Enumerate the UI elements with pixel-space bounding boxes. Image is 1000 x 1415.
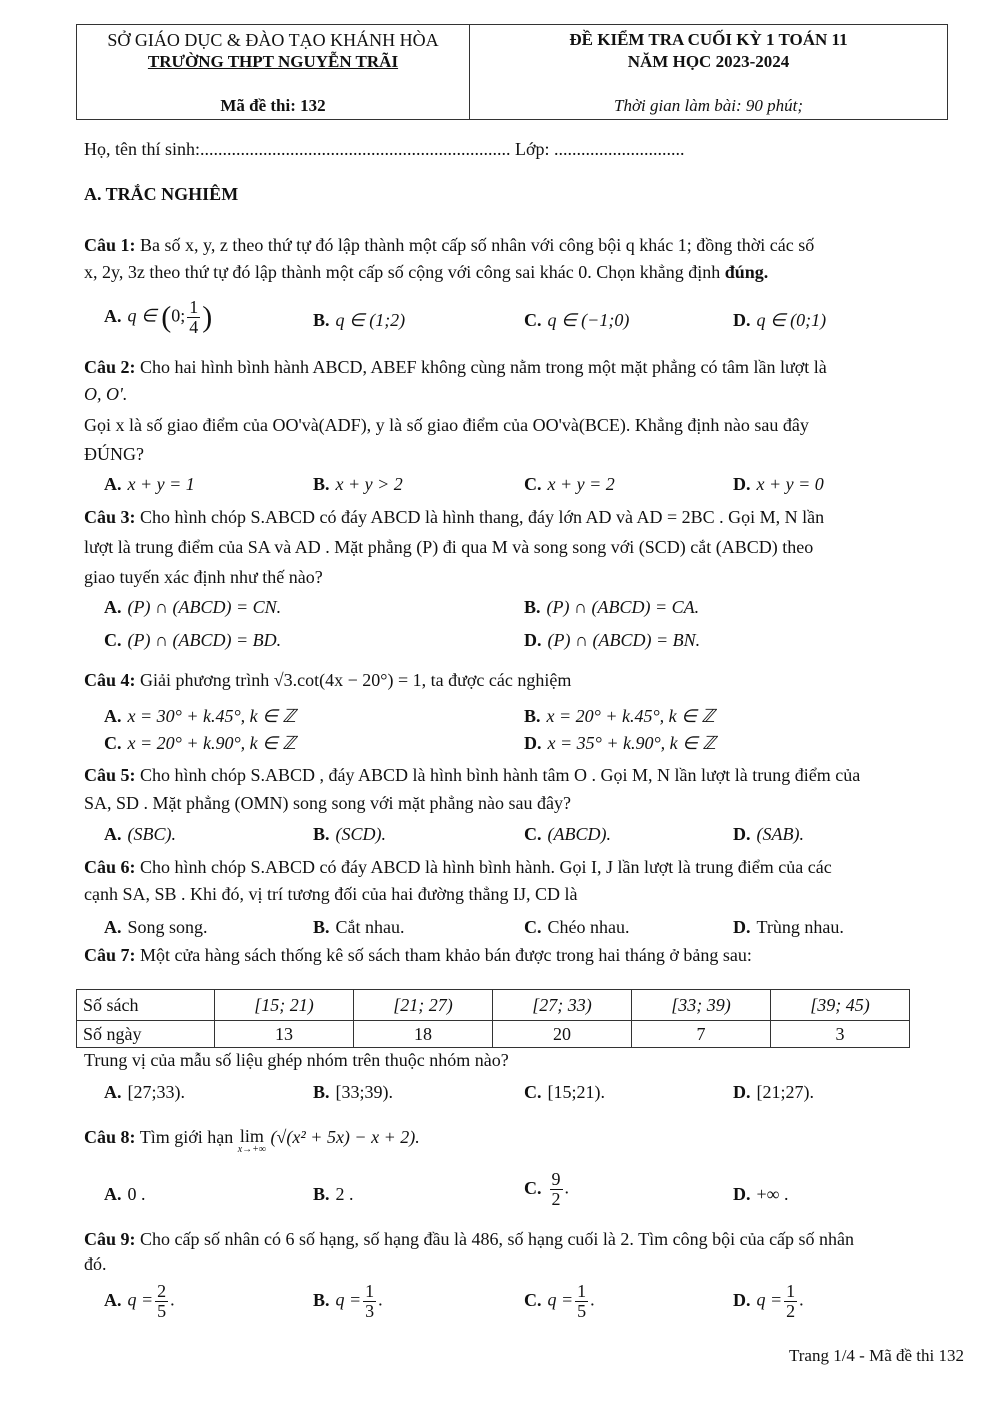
question-7-line2: Trung vị của mẫu số liệu ghép nhóm trên thuộc nhóm nào? xyxy=(84,1050,509,1070)
option-text: 0; xyxy=(171,305,186,326)
question-9-label: Câu 9: xyxy=(84,1229,136,1249)
question-6-option-c[interactable] xyxy=(524,917,629,938)
option-label: C. xyxy=(524,824,542,844)
option-text: Chéo nhau. xyxy=(547,917,630,937)
fraction xyxy=(575,1282,588,1321)
question-1-option-c[interactable] xyxy=(524,310,629,331)
option-text: 0 . xyxy=(127,1184,146,1204)
exam-duration: Thời gian làm bài: 90 phút; xyxy=(614,96,803,115)
option-text: +∞ . xyxy=(756,1184,789,1204)
table-cell: 20 xyxy=(493,1021,632,1048)
option-text: x + y = 0 xyxy=(756,474,824,494)
option-label: D. xyxy=(733,474,751,494)
question-6-option-b[interactable] xyxy=(313,917,405,938)
option-label: A. xyxy=(104,1082,122,1102)
question-9-option-a[interactable]: A. q = $\frac{2}{5}$ . xyxy=(104,1281,175,1321)
option-text: (P) ∩ (ABCD) = CN. xyxy=(127,597,282,617)
question-3-label: Câu 3: xyxy=(84,507,136,527)
question-4-line1 xyxy=(84,670,571,691)
question-2-option-c[interactable] xyxy=(524,474,615,495)
fraction xyxy=(187,298,200,337)
question-3-option-d[interactable] xyxy=(524,630,700,651)
school-year: NĂM HỌC 2023-2024 xyxy=(627,52,790,71)
option-label: C. xyxy=(524,310,542,330)
option-label: B. xyxy=(313,474,330,494)
header-right xyxy=(470,25,947,119)
option-text: x + y = 2 xyxy=(547,474,615,494)
question-3-line2: lượt là trung điểm của SA và AD . Mặt phẳng (P) đi qua M và song song với (SCD) cắt (ABCD) theo xyxy=(84,537,814,557)
denominator: 2 xyxy=(786,1300,796,1321)
option-label: D. xyxy=(733,917,751,937)
option-label: C. xyxy=(104,630,122,650)
question-7-option-b[interactable] xyxy=(313,1082,393,1103)
page-footer: Trang 1/4 - Mã đề thi 132 xyxy=(788,1346,964,1365)
option-label: D. xyxy=(733,1082,751,1102)
exam-title: ĐỀ KIỂM TRA CUỐI KỲ 1 TOÁN 11 xyxy=(569,30,848,49)
table-cell: [21; 27) xyxy=(354,990,493,1021)
question-2-line1 xyxy=(84,357,827,378)
option-text: (P) ∩ (ABCD) = BD. xyxy=(127,630,282,650)
option-text: x = 30° + k.45°, k ∈ ℤ xyxy=(127,706,296,726)
question-8-option-c[interactable]: C. $\frac{9}{2}$ . xyxy=(524,1169,569,1209)
question-2-option-d[interactable] xyxy=(733,474,824,495)
question-4-text: Giải phương trình √3.cot(4x − 20°) = 1, ta được các nghiệm xyxy=(140,670,572,690)
table-cell: [27; 33) xyxy=(493,990,632,1021)
numerator: 2 xyxy=(157,1281,167,1301)
numerator: 1 xyxy=(577,1281,587,1301)
option-text: [21;27). xyxy=(756,1082,814,1102)
option-text: x + y > 2 xyxy=(335,474,403,494)
option-label: B. xyxy=(313,1289,330,1310)
question-5-text: Cho hình chóp S.ABCD , đáy ABCD là hình bình hành tâm O . Gọi M, N lần lượt là trung điểm của xyxy=(140,765,861,785)
question-5-option-c[interactable] xyxy=(524,824,611,845)
question-3-line1 xyxy=(84,507,824,528)
question-3-text: Cho hình chóp S.ABCD có đáy ABCD là hình thang, đáy lớn AD và AD = 2BC . Gọi M, N lần xyxy=(140,507,825,527)
option-text: q = xyxy=(335,1289,362,1310)
option-text: x = 20° + k.45°, k ∈ ℤ xyxy=(546,706,715,726)
option-label: C. xyxy=(524,474,542,494)
option-text: (P) ∩ (ABCD) = BN. xyxy=(547,630,701,650)
question-7-option-a[interactable] xyxy=(104,1082,185,1103)
question-5-label: Câu 5: xyxy=(84,765,136,785)
school-name: TRƯỜNG THPT NGUYỄN TRÃI xyxy=(147,52,399,71)
option-text: q ∈ (−1;0) xyxy=(547,310,630,330)
question-9-line2: đó. xyxy=(84,1254,107,1274)
option-label: A. xyxy=(104,305,122,326)
option-text: [15;21). xyxy=(547,1082,605,1102)
table-cell: 13 xyxy=(215,1021,354,1048)
limit-operator xyxy=(238,1127,266,1155)
department-name: SỞ GIÁO DỤC & ĐÀO TẠO KHÁNH HÒA xyxy=(107,30,439,50)
question-1-text: Ba số x, y, z theo thứ tự đó lập thành một cấp số nhân với công bội q khác 1; đồng thời các số xyxy=(140,235,815,255)
option-text: x = 20° + k.90°, k ∈ ℤ xyxy=(127,733,296,753)
table-cell: 3 xyxy=(771,1021,910,1048)
option-label: B. xyxy=(313,917,330,937)
option-text: Song song. xyxy=(127,917,208,937)
option-label: C. xyxy=(524,1082,542,1102)
question-1-text2: x, 2y, 3z theo thứ tự đó lập thành một cấp số cộng với công sai khác 0. Chọn khẳng định xyxy=(84,262,725,282)
option-label: D. xyxy=(733,310,751,330)
limit-expression: (√(x² + 5x) − x + 2). xyxy=(270,1127,420,1147)
question-8-option-d[interactable] xyxy=(733,1184,788,1205)
option-text: q ∈ (1;2) xyxy=(335,310,406,330)
frequency-table xyxy=(76,989,910,1048)
question-2-line4: ĐÚNG? xyxy=(84,444,144,464)
question-3-option-a[interactable] xyxy=(104,597,281,618)
question-4-option-d[interactable] xyxy=(524,733,716,754)
option-text: (SCD). xyxy=(335,824,387,844)
question-1-line1 xyxy=(84,235,814,256)
option-text: (SAB). xyxy=(756,824,804,844)
option-text: q ∈ (0;1) xyxy=(756,310,827,330)
question-1-label: Câu 1: xyxy=(84,235,136,255)
table-cell: [39; 45) xyxy=(771,990,910,1021)
question-1-emphasis: đúng. xyxy=(724,262,769,282)
option-text: Cắt nhau. xyxy=(335,917,405,937)
question-1-option-b[interactable] xyxy=(313,310,405,331)
question-9-line1 xyxy=(84,1229,854,1250)
question-9-option-d[interactable]: D. q = $\frac{1}{2}$ . xyxy=(733,1281,804,1321)
question-2-option-b[interactable] xyxy=(313,474,403,495)
option-text: q ∈ xyxy=(127,305,162,326)
limit-symbol: lim xyxy=(239,1126,264,1146)
option-label: C. xyxy=(524,1177,542,1198)
question-2-text: Cho hai hình bình hành ABCD, ABEF không cùng nằm trong một mặt phẳng có tâm lần lượt là xyxy=(140,357,827,377)
numerator: 1 xyxy=(365,1281,375,1301)
numerator: 1 xyxy=(786,1281,796,1301)
question-5-option-b[interactable] xyxy=(313,824,386,845)
question-9-option-b[interactable]: B. q = $\frac{1}{3}$ . xyxy=(313,1281,383,1321)
table-header-cell: Số ngày xyxy=(77,1021,215,1048)
option-label: D. xyxy=(733,824,751,844)
question-8-option-a[interactable] xyxy=(104,1184,146,1205)
option-label: B. xyxy=(313,310,330,330)
option-label: A. xyxy=(104,824,122,844)
denominator: 5 xyxy=(157,1300,167,1321)
option-text: (ABCD). xyxy=(547,824,611,844)
question-9-option-c[interactable]: C. q = $\frac{1}{5}$ . xyxy=(524,1281,595,1321)
option-label: B. xyxy=(524,597,541,617)
question-8-option-b[interactable] xyxy=(313,1184,354,1205)
question-6-text: Cho hình chóp S.ABCD có đáy ABCD là hình bình hành. Gọi I, J lần lượt là trung điểm của các xyxy=(140,857,832,877)
option-label: B. xyxy=(313,824,330,844)
option-label: A. xyxy=(104,474,122,494)
question-4-option-a[interactable] xyxy=(104,706,296,727)
exam-header xyxy=(76,24,948,120)
option-text: q = xyxy=(547,1289,574,1310)
option-text: q = xyxy=(127,1289,154,1310)
table-cell: 7 xyxy=(632,1021,771,1048)
question-3-line3: giao tuyến xác định như thế nào? xyxy=(84,567,323,587)
question-6-line2: cạnh SA, SB . Khi đó, vị trí tương đối của hai đường thẳng IJ, CD là xyxy=(84,884,578,904)
option-label: C. xyxy=(524,1289,542,1310)
table-cell: 18 xyxy=(354,1021,493,1048)
option-text: x + y = 1 xyxy=(127,474,195,494)
numerator: 1 xyxy=(189,297,199,317)
question-7-label: Câu 7: xyxy=(84,945,136,965)
option-label: B. xyxy=(524,706,541,726)
question-5-option-a[interactable] xyxy=(104,824,176,845)
option-text: q = xyxy=(756,1289,783,1310)
option-label: D. xyxy=(524,630,542,650)
table-row xyxy=(77,990,910,1021)
question-2-line3: Gọi x là số giao điểm của OO'và(ADF), y là số giao điểm của OO'và(BCE). Khẳng định nào sau đây xyxy=(84,415,809,435)
option-label: C. xyxy=(104,733,122,753)
numerator: 9 xyxy=(551,1169,561,1189)
option-text: (SBC). xyxy=(127,824,176,844)
option-label: A. xyxy=(104,1184,122,1204)
fraction xyxy=(784,1282,797,1321)
question-9-text: Cho cấp số nhân có 6 số hạng, số hạng đầu là 486, số hạng cuối là 2. Tìm công bội của cấp số nhân xyxy=(140,1229,855,1249)
option-label: A. xyxy=(104,1289,122,1310)
question-6-line1 xyxy=(84,857,832,878)
denominator: 3 xyxy=(365,1300,375,1321)
question-7-option-d[interactable] xyxy=(733,1082,814,1103)
header-left xyxy=(77,25,470,119)
question-7-option-c[interactable] xyxy=(524,1082,605,1103)
question-4-option-b[interactable] xyxy=(524,706,715,727)
candidate-line: Họ, tên thí sinh:..................................................................... Lớp: ............................. xyxy=(84,139,685,159)
section-title: A. TRẮC NGHIÊM xyxy=(84,184,239,204)
denominator: 2 xyxy=(551,1188,561,1209)
option-label: A. xyxy=(104,597,122,617)
table-cell: [15; 21) xyxy=(215,990,354,1021)
question-6-option-d[interactable] xyxy=(733,917,844,938)
fraction xyxy=(155,1282,168,1321)
option-text: [33;39). xyxy=(335,1082,394,1102)
question-2-option-a[interactable] xyxy=(104,474,195,495)
question-1-option-a[interactable]: A. q ∈ (0; $\frac{1}{4}$ ) xyxy=(104,297,213,337)
option-text: 2 . xyxy=(335,1184,354,1204)
question-4-label: Câu 4: xyxy=(84,670,136,690)
table-header-cell: Số sách xyxy=(77,990,215,1021)
question-1-line2 xyxy=(84,262,768,283)
question-7-text: Một cửa hàng sách thống kê số sách tham khảo bán được trong hai tháng ở bảng sau: xyxy=(140,945,752,965)
question-3-option-c[interactable] xyxy=(104,630,281,651)
question-8-line1 xyxy=(84,1127,420,1155)
option-label: D. xyxy=(733,1289,751,1310)
question-3-option-b[interactable] xyxy=(524,597,699,618)
question-6-option-a[interactable] xyxy=(104,917,208,938)
question-6-label: Câu 6: xyxy=(84,857,136,877)
option-label: D. xyxy=(733,1184,751,1204)
option-text: x = 35° + k.90°, k ∈ ℤ xyxy=(547,733,716,753)
question-2-line2: O, O'. xyxy=(84,384,128,404)
question-7-line1 xyxy=(84,945,752,966)
option-label: C. xyxy=(524,917,542,937)
question-8-label: Câu 8: xyxy=(84,1127,136,1147)
option-label: B. xyxy=(313,1082,330,1102)
question-4-option-c[interactable] xyxy=(104,733,296,754)
option-label: A. xyxy=(104,706,122,726)
option-text: [27;33). xyxy=(127,1082,185,1102)
question-5-line2: SA, SD . Mặt phẳng (OMN) song song với mặt phẳng nào sau đây? xyxy=(84,793,571,813)
limit-subscript: x→+∞ xyxy=(237,1144,267,1155)
fraction xyxy=(550,1170,563,1209)
question-5-line1 xyxy=(84,765,860,786)
question-8-text: Tìm giới hạn xyxy=(139,1127,234,1147)
fraction xyxy=(363,1282,376,1321)
question-5-option-d[interactable] xyxy=(733,824,804,845)
option-text: (P) ∩ (ABCD) = CA. xyxy=(546,597,700,617)
denominator: 5 xyxy=(577,1300,587,1321)
option-label: D. xyxy=(524,733,542,753)
option-label: A. xyxy=(104,917,122,937)
exam-code: Mã đề thi: 132 xyxy=(220,96,326,115)
table-row xyxy=(77,1021,910,1048)
denominator: 4 xyxy=(189,316,199,337)
table-cell: [33; 39) xyxy=(632,990,771,1021)
question-1-option-d[interactable] xyxy=(733,310,826,331)
option-text: Trùng nhau. xyxy=(756,917,844,937)
question-2-label: Câu 2: xyxy=(84,357,136,377)
option-label: B. xyxy=(313,1184,330,1204)
